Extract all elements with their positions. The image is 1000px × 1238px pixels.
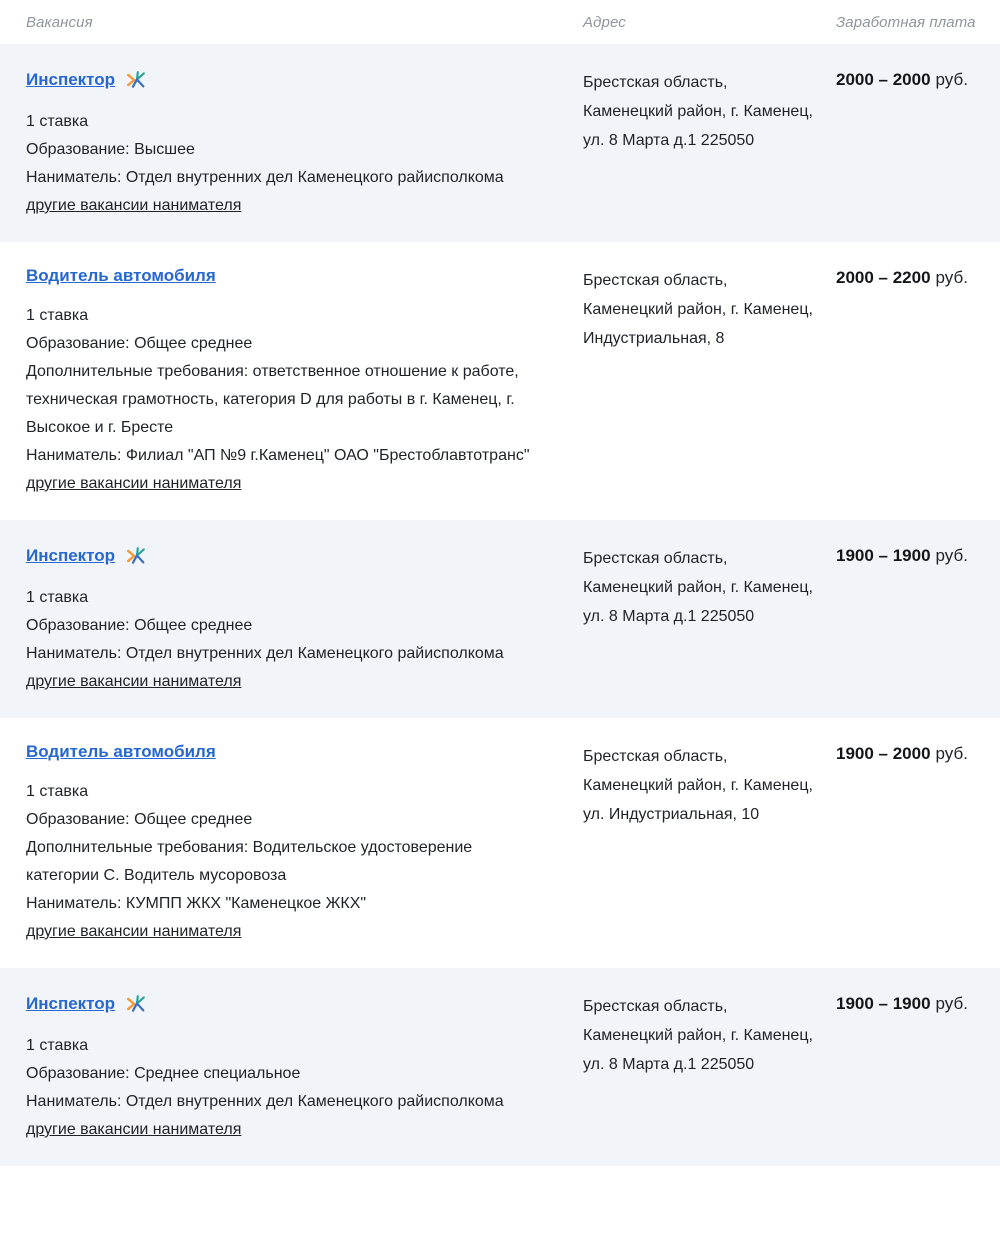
column-header-vacancy: Вакансия <box>26 14 93 31</box>
vacancy-requirements: Дополнительные требования: Водительское удостоверение категории C. Водитель мусоровоза <box>26 839 473 884</box>
table-row <box>0 718 1000 968</box>
address-cell: Брестская область, Каменецкий район, г. Каменец, ул. 8 Марта д.1 225050 <box>583 998 813 1073</box>
table-row <box>0 520 1000 718</box>
vacancy-title-link[interactable]: Водитель автомобиля <box>26 266 216 285</box>
vacancy-cell <box>0 544 583 696</box>
address-cell: Брестская область, Каменецкий район, г. Каменец, ул. 8 Марта д.1 225050 <box>583 74 813 149</box>
vacancy-rate: 1 ставка <box>26 307 89 324</box>
table-row <box>0 44 1000 242</box>
vacancy-title-line <box>26 742 541 762</box>
gsz-asterisk-icon <box>125 544 147 568</box>
vacancy-title-line <box>26 992 541 1016</box>
vacancy-title-link[interactable]: Водитель автомобиля <box>26 742 216 761</box>
column-header-salary: Заработная плата <box>836 14 976 31</box>
vacancy-title-link[interactable]: Инспектор <box>26 70 116 89</box>
vacancy-cell <box>0 992 583 1144</box>
table-header <box>0 0 1000 44</box>
other-vacancies-link[interactable]: другие вакансии нанимателя <box>26 197 242 214</box>
vacancy-education: Образование: Общее среднее <box>26 617 253 634</box>
vacancy-employer: Наниматель: Отдел внутренних дел Каменецкого райисполкома <box>26 1093 504 1110</box>
salary-range: 1900 – 1900 <box>836 994 931 1013</box>
table-row <box>0 242 1000 520</box>
vacancy-cell <box>0 742 583 946</box>
salary-range: 2000 – 2200 <box>836 268 931 287</box>
other-vacancies-link[interactable]: другие вакансии нанимателя <box>26 673 242 690</box>
vacancy-cell <box>0 266 583 498</box>
vacancy-title-line <box>26 68 541 92</box>
vacancy-employer: Наниматель: Отдел внутренних дел Каменецкого райисполкома <box>26 645 504 662</box>
vacancy-employer: Наниматель: Отдел внутренних дел Каменецкого райисполкома <box>26 169 504 186</box>
vacancy-cell <box>0 68 583 220</box>
address-cell: Брестская область, Каменецкий район, г. Каменец, ул. Индустриальная, 10 <box>583 748 813 823</box>
vacancy-education: Образование: Высшее <box>26 141 195 158</box>
salary-cell <box>836 266 1000 498</box>
address-cell: Брестская область, Каменецкий район, г. Каменец, Индустриальная, 8 <box>583 272 813 347</box>
vacancy-education: Образование: Общее среднее <box>26 335 253 352</box>
salary-range: 2000 – 2000 <box>836 70 931 89</box>
other-vacancies-link[interactable]: другие вакансии нанимателя <box>26 1121 242 1138</box>
salary-currency: руб. <box>935 546 968 565</box>
other-vacancies-link[interactable]: другие вакансии нанимателя <box>26 475 242 492</box>
salary-cell <box>836 68 1000 220</box>
vacancy-rate: 1 ставка <box>26 783 89 800</box>
vacancy-employer: Наниматель: КУМПП ЖКХ "Каменецкое ЖКХ" <box>26 895 367 912</box>
table-row <box>0 968 1000 1166</box>
vacancy-education: Образование: Среднее специальное <box>26 1065 301 1082</box>
vacancy-title-link[interactable]: Инспектор <box>26 546 116 565</box>
salary-cell <box>836 742 1000 946</box>
salary-cell <box>836 544 1000 696</box>
salary-range: 1900 – 1900 <box>836 546 931 565</box>
vacancy-rate: 1 ставка <box>26 589 89 606</box>
salary-currency: руб. <box>935 744 968 763</box>
salary-currency: руб. <box>935 268 968 287</box>
vacancy-rate: 1 ставка <box>26 1037 89 1054</box>
vacancy-title-line <box>26 544 541 568</box>
address-cell: Брестская область, Каменецкий район, г. Каменец, ул. 8 Марта д.1 225050 <box>583 550 813 625</box>
column-header-address: Адрес <box>583 14 626 31</box>
gsz-asterisk-icon <box>125 68 147 92</box>
gsz-asterisk-icon <box>125 992 147 1016</box>
vacancy-title-link[interactable]: Инспектор <box>26 994 116 1013</box>
salary-currency: руб. <box>935 994 968 1013</box>
vacancy-employer: Наниматель: Филиал "АП №9 г.Каменец" ОАО "Брестоблавтотранс" <box>26 447 530 464</box>
vacancy-education: Образование: Общее среднее <box>26 811 253 828</box>
vacancy-rate: 1 ставка <box>26 113 89 130</box>
vacancy-requirements: Дополнительные требования: ответственное отношение к работе, техническая грамотность, категория D для работы в г. Каменец, г. Высокое и г. Бресте <box>26 363 519 436</box>
salary-currency: руб. <box>935 70 968 89</box>
salary-range: 1900 – 2000 <box>836 744 931 763</box>
vacancy-title-line <box>26 266 541 286</box>
other-vacancies-link[interactable]: другие вакансии нанимателя <box>26 923 242 940</box>
salary-cell <box>836 992 1000 1144</box>
